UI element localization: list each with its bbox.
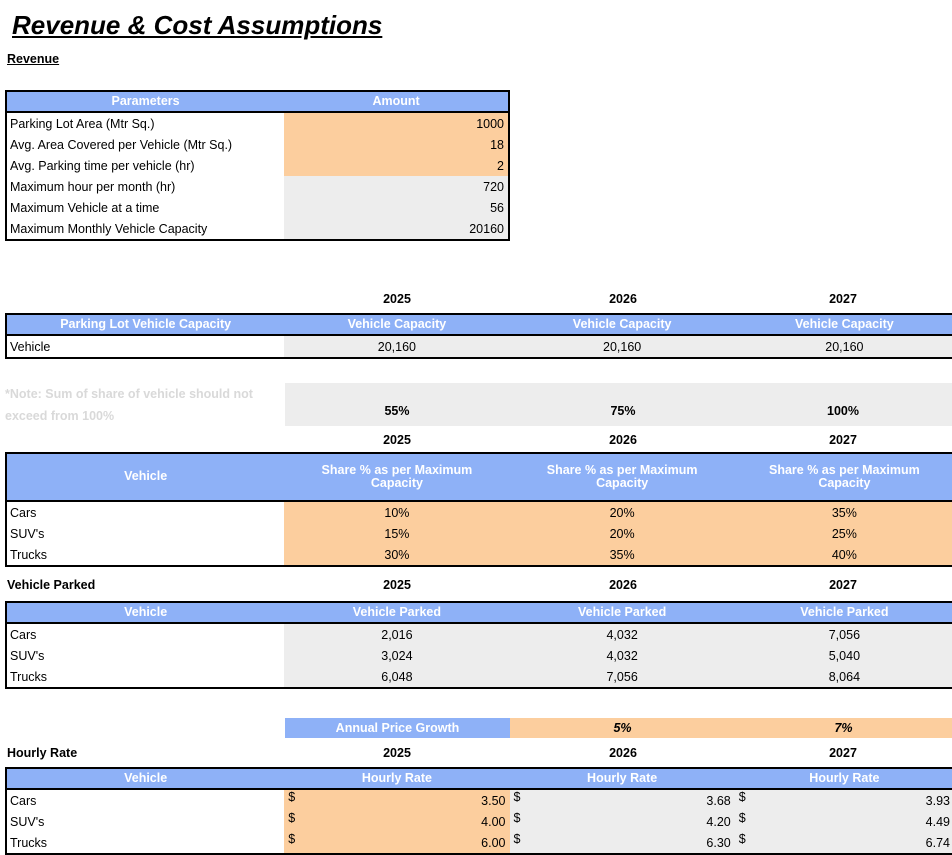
share-cars-2027[interactable]: 35% — [735, 501, 952, 523]
year-label-2027: 2027 — [829, 746, 857, 760]
col-header-parked-2025: Vehicle Parked — [284, 602, 509, 623]
parked-suvs-2025: 3,024 — [284, 645, 509, 666]
table-row — [6, 218, 509, 240]
share-percent-table — [5, 452, 952, 567]
col-header-parked-2026: Vehicle Parked — [510, 602, 735, 623]
hourly-suvs-2025-value: 4.00 — [481, 814, 506, 829]
share-note-line2: exceed from 100% — [5, 409, 115, 423]
year-label-2025: 2025 — [383, 292, 411, 306]
share-total-2026: 75% — [610, 404, 636, 418]
annual-price-growth-2026[interactable]: 5% — [510, 718, 735, 738]
col-header-share-line1: Share % as per Maximum — [768, 462, 920, 477]
row-label-vehicle: Vehicle — [6, 335, 284, 358]
parked-cars-2027: 7,056 — [735, 623, 952, 645]
year-header-row-capacity — [0, 292, 952, 310]
capacity-value-2025: 20,160 — [284, 335, 509, 358]
col-header-capacity-2027: Vehicle Capacity — [735, 314, 952, 335]
currency-symbol: $ — [738, 790, 746, 804]
row-label-cars: Cars — [6, 789, 284, 811]
hourly-trucks-2025-value: 6.00 — [481, 835, 506, 850]
year-header-row-hourly — [0, 746, 952, 764]
currency-symbol: $ — [738, 811, 746, 825]
col-header-share-line2: Capacity — [818, 476, 871, 490]
col-header-share-line2: Capacity — [596, 476, 649, 490]
table-row — [6, 134, 509, 155]
hourly-cars-2026 — [510, 789, 735, 811]
col-header-row-label: Parking Lot Vehicle Capacity — [6, 314, 284, 335]
parked-cars-2026: 4,032 — [510, 623, 735, 645]
table-row — [6, 789, 952, 811]
page-title: Revenue & Cost Assumptions — [12, 10, 383, 40]
parked-cars-2025: 2,016 — [284, 623, 509, 645]
col-header-share-line1: Share % as per Maximum — [546, 462, 698, 477]
col-header-hourly-2026: Hourly Rate — [510, 768, 735, 789]
share-total-2025: 55% — [384, 404, 410, 418]
col-header-share-2026 — [510, 453, 735, 501]
row-label-suvs: SUV's — [6, 523, 284, 544]
hourly-suvs-2026 — [510, 811, 735, 832]
col-header-capacity-2026: Vehicle Capacity — [510, 314, 735, 335]
year-header-row-parked — [0, 578, 952, 596]
parameters-table — [5, 90, 510, 241]
hourly-cars-2026-value: 3.68 — [706, 793, 731, 808]
hourly-suvs-2026-value: 4.20 — [706, 814, 731, 829]
hourly-cars-2025-value: 3.50 — [481, 793, 506, 808]
capacity-value-2027: 20,160 — [735, 335, 952, 358]
share-trucks-2025[interactable]: 30% — [284, 544, 509, 566]
year-label-2025: 2025 — [383, 746, 411, 760]
currency-symbol: $ — [513, 790, 521, 804]
parked-suvs-2027: 5,040 — [735, 645, 952, 666]
parked-trucks-2027: 8,064 — [735, 666, 952, 688]
hourly-cars-2027-value: 3.93 — [925, 793, 950, 808]
hourly-suvs-2027-value: 4.49 — [925, 814, 950, 829]
year-label-2027: 2027 — [829, 292, 857, 306]
col-header-parked-2027: Vehicle Parked — [735, 602, 952, 623]
table-row — [6, 155, 509, 176]
currency-symbol: $ — [513, 832, 521, 846]
param-value: 56 — [284, 197, 509, 218]
year-header-row-share — [0, 433, 952, 451]
parked-trucks-2025: 6,048 — [284, 666, 509, 688]
row-label-suvs: SUV's — [6, 645, 284, 666]
share-total-2027: 100% — [827, 404, 859, 418]
row-label-trucks: Trucks — [6, 666, 284, 688]
col-header-row-label: Vehicle — [6, 602, 284, 623]
section-label-revenue: Revenue — [7, 52, 60, 66]
col-header-share-2025 — [284, 453, 509, 501]
hourly-trucks-2027 — [735, 832, 952, 854]
table-row — [6, 666, 952, 688]
hourly-trucks-2025[interactable] — [284, 832, 509, 854]
table-row — [6, 176, 509, 197]
currency-symbol: $ — [288, 832, 296, 846]
row-label-cars: Cars — [6, 501, 284, 523]
table-row — [6, 523, 952, 544]
share-suvs-2026[interactable]: 20% — [510, 523, 735, 544]
row-label-trucks: Trucks — [6, 832, 284, 854]
param-label: Parking Lot Area (Mtr Sq.) — [6, 112, 284, 134]
row-label-suvs: SUV's — [6, 811, 284, 832]
year-label-2025: 2025 — [383, 433, 411, 447]
table-row — [6, 112, 509, 134]
annual-price-growth-row — [285, 718, 952, 738]
annual-price-growth-label: Annual Price Growth — [285, 718, 510, 738]
share-suvs-2025[interactable]: 15% — [284, 523, 509, 544]
hourly-rate-table — [5, 767, 952, 855]
year-label-2026: 2026 — [609, 433, 637, 447]
col-header-amount: Amount — [284, 91, 509, 112]
year-label-2026: 2026 — [609, 746, 637, 760]
capacity-value-2026: 20,160 — [510, 335, 735, 358]
param-label: Avg. Area Covered per Vehicle (Mtr Sq.) — [6, 134, 284, 155]
col-header-share-line2: Capacity — [370, 476, 423, 490]
table-row — [6, 623, 952, 645]
hourly-trucks-2026-value: 6.30 — [706, 835, 731, 850]
currency-symbol: $ — [288, 811, 296, 825]
col-header-parameters: Parameters — [6, 91, 284, 112]
currency-symbol: $ — [513, 811, 521, 825]
param-value: 720 — [284, 176, 509, 197]
year-label-2027: 2027 — [829, 578, 857, 592]
hourly-cars-2025[interactable] — [284, 789, 509, 811]
table-row — [6, 544, 952, 566]
param-label: Maximum hour per month (hr) — [6, 176, 284, 197]
year-label-2026: 2026 — [609, 292, 637, 306]
col-header-capacity-2025: Vehicle Capacity — [284, 314, 509, 335]
table-row — [6, 832, 952, 854]
table-row — [6, 501, 952, 523]
section-label-hourly-rate: Hourly Rate — [7, 746, 78, 760]
param-label: Maximum Vehicle at a time — [6, 197, 284, 218]
hourly-trucks-2027-value: 6.74 — [925, 835, 950, 850]
annual-price-growth-2027[interactable]: 7% — [735, 718, 952, 738]
currency-symbol: $ — [288, 790, 296, 804]
col-header-row-label: Vehicle — [6, 768, 284, 789]
section-label-vehicle-parked: Vehicle Parked — [7, 578, 96, 592]
table-row — [6, 645, 952, 666]
col-header-hourly-2025: Hourly Rate — [284, 768, 509, 789]
param-value[interactable]: 18 — [284, 134, 509, 155]
param-label: Avg. Parking time per vehicle (hr) — [6, 155, 284, 176]
col-header-share-2027 — [735, 453, 952, 501]
table-row — [6, 197, 509, 218]
share-cars-2025[interactable]: 10% — [284, 501, 509, 523]
year-label-2027: 2027 — [829, 433, 857, 447]
share-trucks-2026[interactable]: 35% — [510, 544, 735, 566]
parked-trucks-2026: 7,056 — [510, 666, 735, 688]
hourly-cars-2027 — [735, 789, 952, 811]
col-header-row-label: Vehicle — [6, 453, 284, 501]
param-value[interactable]: 1000 — [284, 112, 509, 134]
hourly-suvs-2025[interactable] — [284, 811, 509, 832]
row-label-trucks: Trucks — [6, 544, 284, 566]
share-total-values — [0, 404, 952, 422]
param-value[interactable]: 2 — [284, 155, 509, 176]
col-header-share-line1: Share % as per Maximum — [321, 462, 473, 477]
currency-symbol: $ — [738, 832, 746, 846]
share-trucks-2027[interactable]: 40% — [735, 544, 952, 566]
vehicle-parked-table — [5, 601, 952, 689]
hourly-trucks-2026 — [510, 832, 735, 854]
share-cars-2026[interactable]: 20% — [510, 501, 735, 523]
hourly-suvs-2027 — [735, 811, 952, 832]
row-label-cars: Cars — [6, 623, 284, 645]
parked-suvs-2026: 4,032 — [510, 645, 735, 666]
parking-lot-vehicle-capacity-table — [5, 313, 952, 359]
year-label-2026: 2026 — [609, 578, 637, 592]
table-row — [6, 811, 952, 832]
share-suvs-2027[interactable]: 25% — [735, 523, 952, 544]
param-label: Maximum Monthly Vehicle Capacity — [6, 218, 284, 240]
param-value: 20160 — [284, 218, 509, 240]
year-label-2025: 2025 — [383, 578, 411, 592]
col-header-hourly-2027: Hourly Rate — [735, 768, 952, 789]
table-row — [6, 335, 952, 358]
share-note-line1: *Note: Sum of share of vehicle should not — [5, 387, 253, 401]
